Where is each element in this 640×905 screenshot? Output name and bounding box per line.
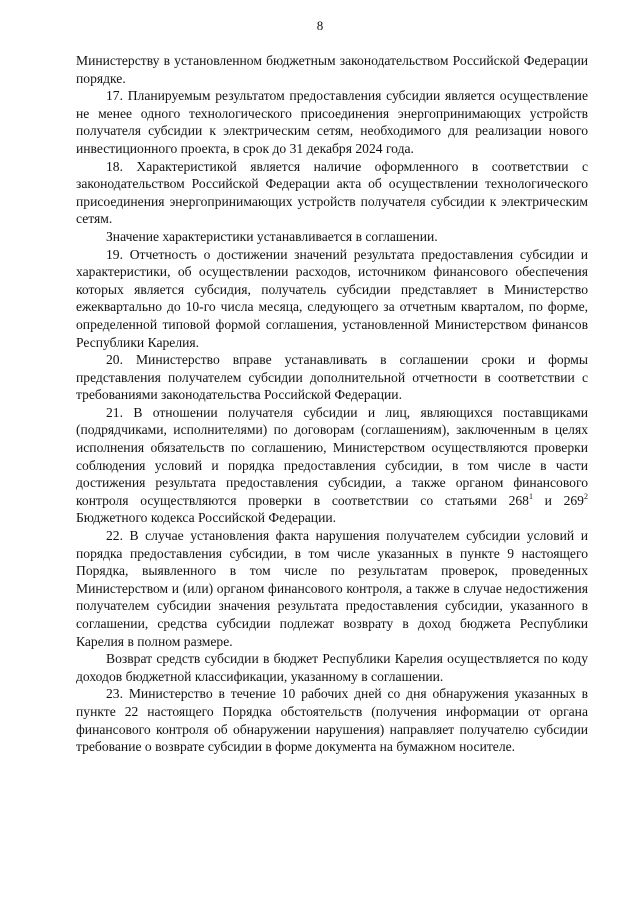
paragraph-21-text-after: Бюджетного кодекса Российской Федерации.: [76, 510, 337, 526]
paragraph-21: [76, 404, 588, 527]
paragraph-22-refund: Возврат средств субсидии в бюджет Республики Карелия осуществляется по коду доходов бюджетной классификации, указанному в соглашении.: [76, 651, 588, 684]
paragraph-22: 22. В случае установления факта нарушения получателем субсидии условий и порядка предоставления субсидии, в том числе указанных в пункте 9 настоящего Порядка, выявленного в том числе по результатам проверок, проведенных Министерством и (или) органом финансового контроля, а также в случае недостижения получателем субсидии значения результата предоставления субсидии, указанного в соглашении, средства субсидии подлежат возврату в доход бюджета Республики Карелия в полном размере.: [76, 528, 588, 649]
paragraph-20: 20. Министерство вправе устанавливать в соглашении сроки и формы представления получателем субсидии дополнительной отчетности в соответствии с требованиями законодательства Российской Федерации.: [76, 352, 588, 403]
page-number: 8: [316, 18, 324, 33]
paragraph-18: 18. Характеристикой является наличие оформленного в соответствии с законодательством Российской Федерации акта об осуществлении технологического присоединения энергопринимающих устройств получателя субсидии к электрическим сетям.: [76, 158, 588, 227]
paragraph-21-text-before: 21. В отношении получателя субсидии и лиц, являющихся поставщиками (подрядчиками, исполнителями) по договорам (соглашениям), заключенным в целях исполнения обязательств по соглашению, Министерством осуществляются проверки соблюдения условий и порядка предоставления субсидии, в том числе в части достижения результата предоставления субсидии, а также органом финансового контроля осуществляются проверки в соответствии со статьями 268: [76, 404, 588, 508]
footnote-superscript-1: 1: [528, 491, 533, 501]
footnote-superscript-2: 2: [583, 491, 588, 501]
paragraph-continuation: Министерству в установленном бюджетным законодательством Российской Федерации порядке.: [76, 53, 588, 86]
paragraph-19: 19. Отчетность о достижении значений результата предоставления субсидии и характеристики, об осуществлении расходов, источником финансового обеспечения которых является субсидия, получатель субсидии представляет в Министерство ежеквартально до 10-го числа месяца, следующего за отчетным кварталом, по форме, определенной типовой формой соглашения, установленной Министерством финансов Республики Карелия.: [76, 246, 588, 350]
paragraph-21-text-mid: и 269: [532, 492, 584, 508]
paragraph-18-value: Значение характеристики устанавливается в соглашении.: [106, 228, 438, 244]
paragraph-23: 23. Министерство в течение 10 рабочих дней со дня обнаружения указанных в пункте 22 настоящего Порядка обстоятельств (получения информации от органа финансового контроля об обнаружении нарушения) направляет получателю субсидии требование о возврате субсидии в форме документа на бумажном носителе.: [76, 686, 588, 755]
document-body: [76, 52, 588, 756]
paragraph-17: 17. Планируемым результатом предоставления субсидии является осуществление не менее одного технологического присоединения энергопринимающих устройств получателя субсидии к электрическим сетям, необходимого для реализации нового инвестиционного проекта, в срок до 31 декабря 2024 года.: [76, 88, 588, 156]
